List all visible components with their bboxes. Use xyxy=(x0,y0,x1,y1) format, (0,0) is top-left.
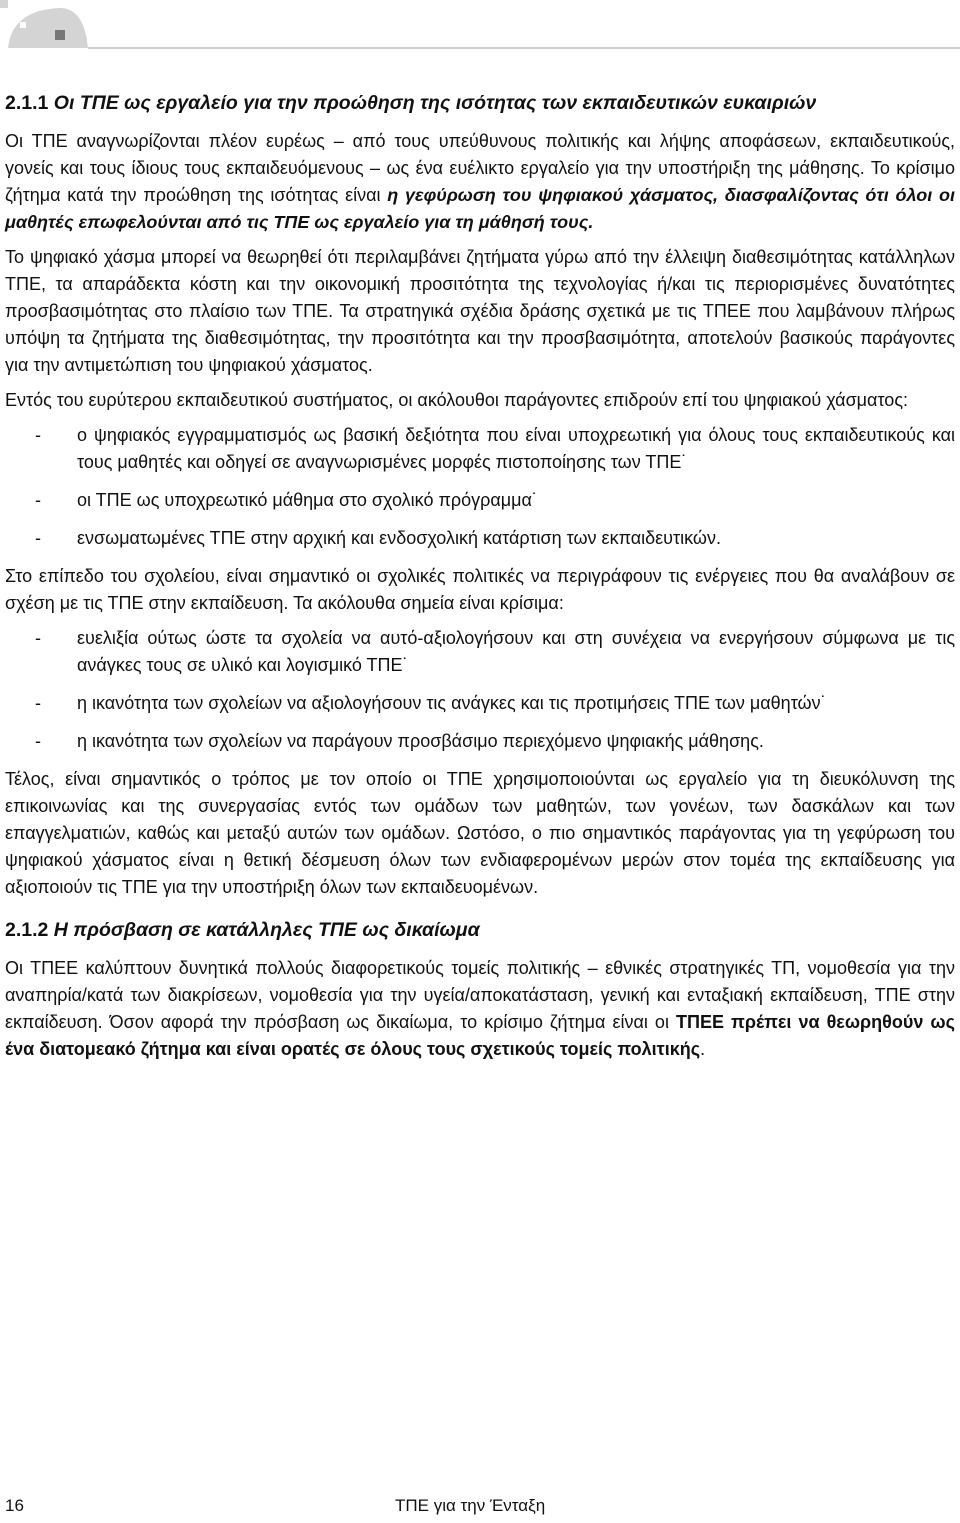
paragraph-6: Οι ΤΠΕΕ καλύπτουν δυνητικά πολλούς διαφορετικούς τομείς πολιτικής – εθνικές στρατηγικές ΤΠ, νομοθεσία για την αναπηρία/κατά των διακρίσεων, νομοθεσία για την υγεία/αποκατάσταση, γενική και ενταξιακή εκπαίδευση, ΤΠΕ στην εκπαίδευση. Όσον αφορά την πρόσβαση ως δικαίωμα, το κρίσιμο ζήτημα είναι οι ΤΠΕΕ πρέπει να θεωρηθούν ως ένα διατομεακό ζήτημα και είναι ορατές σε όλους τους σχετικούς τομείς πολιτικής. xyxy=(5,958,955,1059)
section-heading-2-1-1: 2.1.1 Οι ΤΠΕ ως εργαλείο για την προώθηση της ισότητας των εκπαιδευτικών ευκαιριών xyxy=(5,92,817,114)
page-number: 16 xyxy=(5,1496,24,1515)
paragraph-5: Τέλος, είναι σημαντικός ο τρόπος με τον οποίο οι ΤΠΕ χρησιμοποιούνται ως εργαλείο για τη διευκόλυνση της επικοινωνίας και της συνεργασίας εντός των ομάδων των μαθητών, των γονέων, των δασκάλων και των επαγγελματιών, καθώς και μεταξύ αυτών των ομάδων. Ωστόσο, ο πιο σημαντικός παράγοντας για τη γεφύρωση του ψηφιακού χάσματος είναι η θετική δέσμευση όλων των ενδιαφερομένων μερών στον τομέα της εκπαίδευσης για αξιοποιούν τις ΤΠΕ για την υποστήριξη όλων των εκπαιδευομένων. xyxy=(5,769,955,897)
paragraph-4: Στο επίπεδο του σχολείου, είναι σημαντικό οι σχολικές πολιτικές να περιγράφουν τις ενέργειες που θα αναλάβουν σε σχέση με τις ΤΠΕ στην εκπαίδευση. Τα ακόλουθα σημεία είναι κρίσιμα: xyxy=(5,566,955,613)
header-logo-icon xyxy=(0,0,90,50)
paragraph-3: Εντός του ευρύτερου εκπαιδευτικού συστήματος, οι ακόλουθοι παράγοντες επιδρούν επί του ψηφιακού χάσματος: xyxy=(5,390,908,410)
footer-title: ΤΠΕ για την Ένταξη xyxy=(395,1496,546,1515)
paragraph-1: Οι ΤΠΕ αναγνωρίζονται πλέον ευρέως – από τους υπεύθυνους πολιτικής και λήψης αποφάσεων, εκπαιδευτικούς, γονείς και τους ίδιους τους εκπαιδευόμενους – ως ένα ευέλικτο εργαλείο για την υποστήριξη της μάθησης. Το κρίσιμο ζήτημα κατά την προώθηση της ισότητας είναι η γεφύρωση του ψηφιακού χάσματος, διασφαλίζοντας ότι όλοι οι μαθητές επωφελούνται από τις ΤΠΕ ως εργαλείο για τη μάθησή τους. xyxy=(5,131,955,232)
paragraph-2: Το ψηφιακό χάσμα μπορεί να θεωρηθεί ότι περιλαμβάνει ζητήματα γύρω από την έλλειψη διαθεσιμότητας κατάλληλων ΤΠΕ, τα απαράδεκτα κόστη και την οικονομική προσιτότητα της τεχνολογίας ή/και τις περιορισμένες δυνατότητες προσβασιμότητας στο πλαίσιο των ΤΠΕ. Τα στρατηγικά σχέδια δράσης σχετικά με τις ΤΠΕΕ που λαμβάνουν πλήρως υπόψη τα ζητήματα της διαθεσιμότητας, την προσιτότητα και την προσβασιμότητα, αποτελούν βασικούς παράγοντες για την αντιμετώπιση του ψηφιακού χάσματος. xyxy=(5,247,955,375)
page-content xyxy=(5,88,955,1071)
list-item: - ο ψηφιακός εγγραμματισμός ως βασική δεξιότητα που είναι υποχρεωτική για όλους τους εκπαιδευτικούς και τους μαθητές και οδηγεί σε αναγνωρισμένες μορφές πιστοποίησης των ΤΠΕ˙ xyxy=(35,425,955,472)
list-item: - η ικανότητα των σχολείων να αξιολογήσουν τις ανάγκες και τις προτιμήσεις ΤΠΕ των μαθητών˙ xyxy=(35,693,827,713)
list-item: - οι ΤΠΕ ως υποχρεωτικό μάθημα στο σχολικό πρόγραμμα˙ xyxy=(35,490,538,510)
list-item: - ευελιξία ούτως ώστε τα σχολεία να αυτό-αξιολογήσουν και στη συνέχεια να ενεργήσουν σύμφωνα με τις ανάγκες τους σε υλικό και λογισμικό ΤΠΕ˙ xyxy=(35,628,955,675)
critical-points-list xyxy=(5,625,955,755)
header-rule xyxy=(88,47,960,49)
factor-list xyxy=(5,422,955,552)
list-item: - η ικανότητα των σχολείων να παράγουν προσβάσιμο περιεχόμενο ψηφιακής μάθησης. xyxy=(35,731,764,751)
list-item: - ενσωματωμένες ΤΠΕ στην αρχική και ενδοσχολική κατάρτιση των εκπαιδευτικών. xyxy=(35,528,721,548)
section-heading-2-1-2: 2.1.2 Η πρόσβαση σε κατάλληλες ΤΠΕ ως δικαίωμα xyxy=(5,919,480,941)
